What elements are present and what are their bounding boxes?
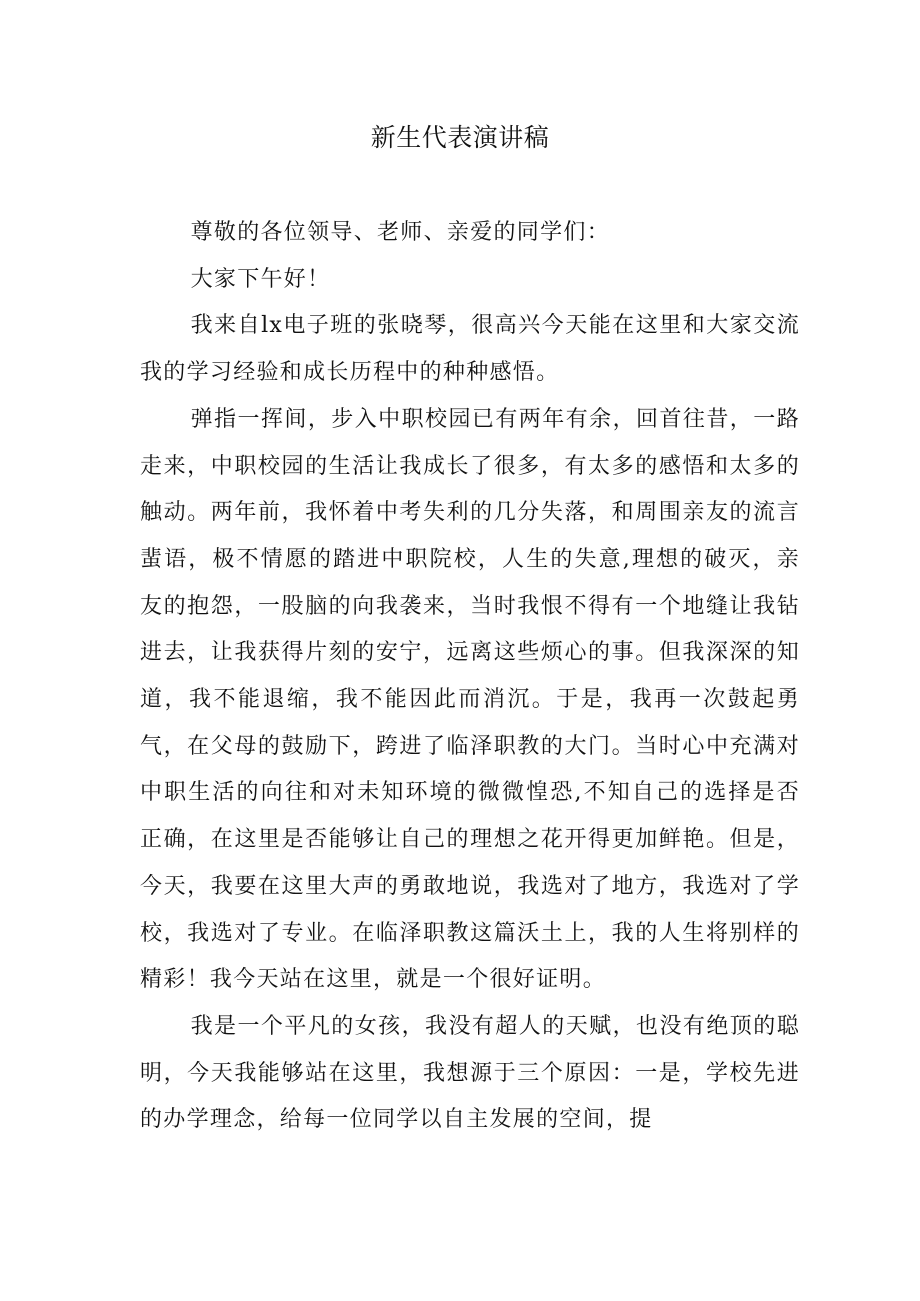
body-paragraph: 我来自lx电子班的张晓琴，很高兴今天能在这里和大家交流我的学习经验和成长历程中的种种感悟。 xyxy=(140,313,800,386)
body-paragraph: 弹指一挥间，步入中职校园已有两年有余，回首往昔，一路走来，中职校园的生活让我成长了很多，有太多的感悟和太多的触动。两年前，我怀着中考失利的几分失落，和周围亲友的流言蜚语，极不情愿的踏进中职院校，人生的失意,理想的破灭，亲友的抱怨，一股脑的向我袭来，当时我恨不得有一个地缝让我钻进去，让我获得片刻的安宁，远离这些烦心的事。但我深深的知道，我不能退缩，我不能因此而消沉。于是，我再一次鼓起勇气，在父母的鼓励下，跨进了临泽职教的大门。当时心中充满对中职生活的向往和对未知环境的微微惶恐,不知自己的选择是否正确，在这里是否能够让自己的理想之花开得更加鲜艳。但是，今天，我要在这里大声的勇敢地说，我选对了地方，我选对了学校，我选对了专业。在临泽职教这篇沃土上，我的人生将别样的精彩！我今天站在这里，就是一个很好证明。 xyxy=(140,406,800,993)
greeting-paragraph: 大家下午好！ xyxy=(190,266,331,292)
salutation-paragraph: 尊敬的各位领导、老师、亲爱的同学们： xyxy=(190,220,610,245)
document-title: 新生代表演讲稿 xyxy=(370,123,550,152)
document-body xyxy=(140,210,800,1144)
body-paragraph: 我是一个平凡的女孩，我没有超人的天赋，也没有绝顶的聪明，今天我能够站在这里，我想源于三个原因：一是，学校先进的办学理念，给每一位同学以自主发展的空间，提 xyxy=(140,1013,800,1133)
